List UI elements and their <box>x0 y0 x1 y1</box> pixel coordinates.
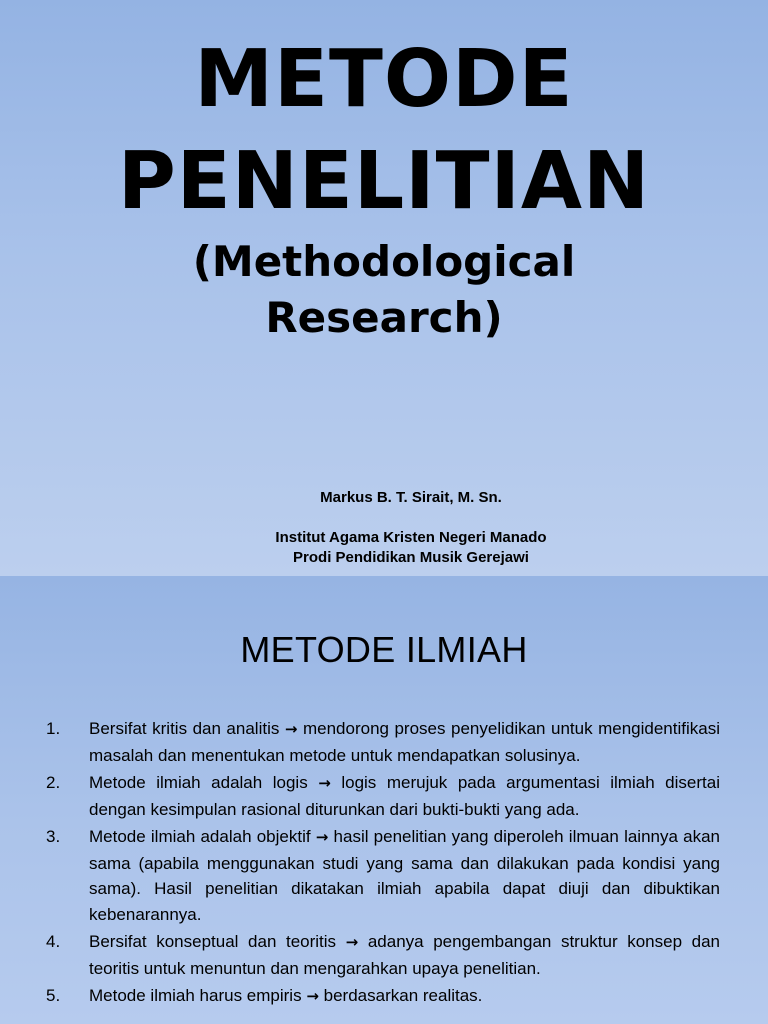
arrow-icon: → <box>318 774 331 792</box>
title-line-1: METODE <box>194 33 574 125</box>
program-name: Prodi Pendidikan Musik Gerejawi <box>293 549 529 566</box>
arrow-icon: → <box>345 933 359 951</box>
item-body-text: adanya pengembangan struktur konsep dan teoritis untuk menuntun dan mengarahkan upaya penelitian. <box>89 932 720 978</box>
item-number: 2. <box>46 773 61 792</box>
item-number: 5. <box>46 986 61 1005</box>
numbered-list <box>0 716 768 1012</box>
item-body-text: berdasarkan realitas. <box>323 986 483 1005</box>
author-name: Markus B. T. Sirait, M. Sn. <box>320 489 502 506</box>
slide-title: METODE ILMIAH <box>240 629 528 670</box>
institution-name: Institut Agama Kristen Negeri Manado <box>275 529 547 546</box>
list-item <box>0 770 720 822</box>
item-body-text: mendorong proses penyelidikan untuk mengidentifikasi masalah dan menentukan metode untuk mendapatkan solusinya. <box>89 719 720 765</box>
item-lead-text: Metode ilmiah harus empiris <box>89 986 302 1005</box>
item-number: 3. <box>46 827 61 846</box>
item-body-text: hasil penelitian yang diperoleh ilmuan lainnya akan sama (apabila menggunakan studi yang sama dan dilakukan pada kondisi yang sama). Hasil penelitian dikatakan ilmiah apabila dapat diuji dan dibuktikan kebenarannya. <box>89 827 720 924</box>
subtitle-line-1: (Methodological <box>192 237 576 286</box>
list-item <box>0 983 720 1010</box>
item-lead-text: Bersifat konseptual dan teoritis <box>89 932 337 951</box>
item-body-text: logis merujuk pada argumentasi ilmiah disertai dengan kesimpulan rasional diturunkan dari bukti-bukti yang ada. <box>89 773 720 819</box>
title-line-2: PENELITIAN <box>117 135 651 227</box>
arrow-icon: → <box>284 720 298 738</box>
arrow-icon: → <box>315 828 329 846</box>
item-number: 1. <box>46 719 61 738</box>
item-number: 4. <box>46 932 61 951</box>
arrow-icon: → <box>306 987 319 1005</box>
list-item <box>0 716 720 768</box>
list-item <box>0 929 720 981</box>
item-lead-text: Bersifat kritis dan analitis <box>89 719 280 738</box>
subtitle-line-2: Research) <box>265 293 503 342</box>
item-lead-text: Metode ilmiah adalah objektif <box>89 827 311 846</box>
item-lead-text: Metode ilmiah adalah logis <box>89 773 308 792</box>
list-item <box>0 824 720 927</box>
